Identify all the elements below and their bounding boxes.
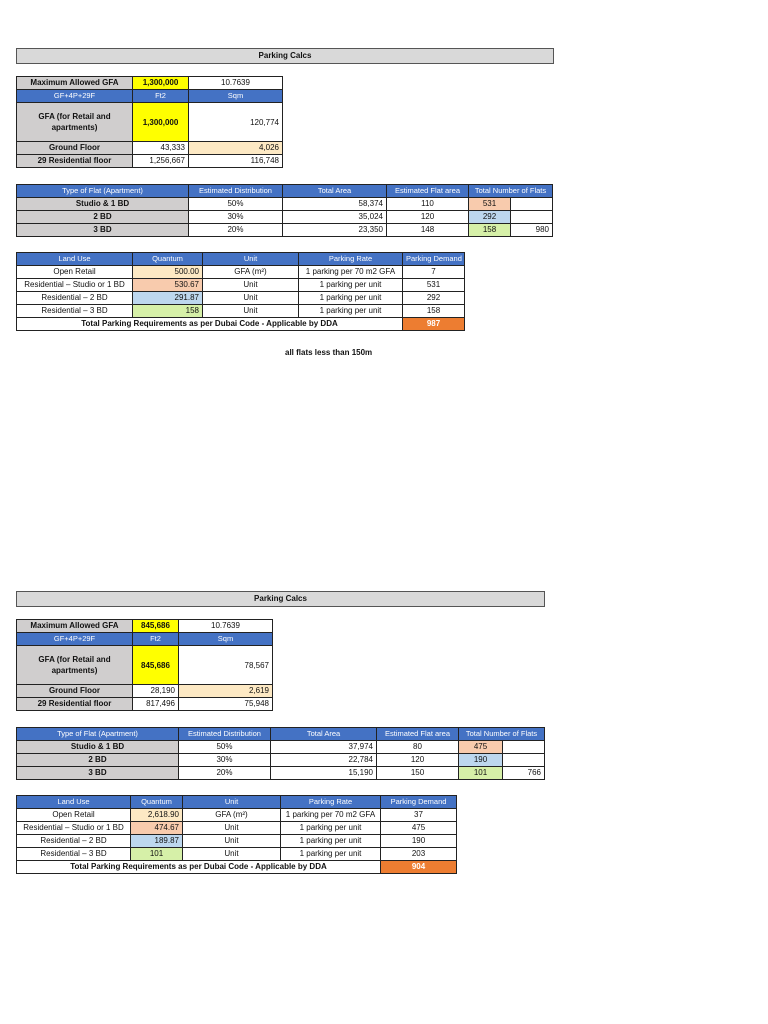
flats-header-dist: Estimated Distribution bbox=[189, 185, 283, 198]
ground-floor-sqm: 2,619 bbox=[179, 685, 273, 698]
gfa-row-ft2: 1,300,000 bbox=[133, 103, 189, 142]
parking-demand: 158 bbox=[403, 305, 465, 318]
flat-area: 148 bbox=[387, 224, 469, 237]
parking-rate: 1 parking per unit bbox=[281, 822, 381, 835]
parking-rate: 1 parking per unit bbox=[281, 848, 381, 861]
unit: Unit bbox=[183, 848, 281, 861]
flat-type: 2 BD bbox=[17, 754, 179, 767]
land-use: Residential – 3 BD bbox=[17, 848, 131, 861]
conversion-factor: 10.7639 bbox=[179, 620, 273, 633]
unit: Unit bbox=[203, 279, 299, 292]
quantum: 530.67 bbox=[133, 279, 203, 292]
gfa-header-sqm: Sqm bbox=[189, 90, 283, 103]
flat-area: 120 bbox=[387, 211, 469, 224]
quantum: 101 bbox=[131, 848, 183, 861]
quantum: 158 bbox=[133, 305, 203, 318]
residential-floor-ft2: 817,496 bbox=[133, 698, 179, 711]
flats-header-count: Total Number of Flats bbox=[469, 185, 553, 198]
parking-header-rate: Parking Rate bbox=[299, 253, 403, 266]
parking-demand: 475 bbox=[381, 822, 457, 835]
flat-total: 980 bbox=[511, 224, 553, 237]
flat-total bbox=[511, 211, 553, 224]
flat-distribution: 20% bbox=[179, 767, 271, 780]
flat-type: 3 BD bbox=[17, 767, 179, 780]
flat-distribution: 20% bbox=[189, 224, 283, 237]
residential-floor-ft2: 1,256,667 bbox=[133, 155, 189, 168]
section-1-title: Parking Calcs bbox=[16, 48, 554, 64]
section-2-parking-table bbox=[16, 795, 457, 874]
flat-total bbox=[511, 198, 553, 211]
unit: GFA (m²) bbox=[183, 809, 281, 822]
flat-area: 120 bbox=[377, 754, 459, 767]
parking-header-quantum: Quantum bbox=[133, 253, 203, 266]
parking-header-quantum: Quantum bbox=[131, 796, 183, 809]
flat-count: 292 bbox=[469, 211, 511, 224]
unit: Unit bbox=[203, 305, 299, 318]
parking-header-use: Land Use bbox=[17, 253, 133, 266]
flat-area: 80 bbox=[377, 741, 459, 754]
ground-floor-label: Ground Floor bbox=[17, 685, 133, 698]
flat-size-note: all flats less than 150m bbox=[285, 348, 373, 357]
quantum: 189.87 bbox=[131, 835, 183, 848]
gfa-row-label: GFA (for Retail and apartments) bbox=[17, 103, 133, 142]
gfa-header-sqm: Sqm bbox=[179, 633, 273, 646]
parking-rate: 1 parking per 70 m2 GFA bbox=[299, 266, 403, 279]
flats-header-type: Type of Flat (Apartment) bbox=[17, 185, 189, 198]
flat-type: 2 BD bbox=[17, 211, 189, 224]
flat-type: Studio & 1 BD bbox=[17, 741, 179, 754]
parking-demand: 531 bbox=[403, 279, 465, 292]
flat-total bbox=[503, 741, 545, 754]
gfa-row-label: GFA (for Retail and apartments) bbox=[17, 646, 133, 685]
unit: Unit bbox=[203, 292, 299, 305]
parking-header-use: Land Use bbox=[17, 796, 131, 809]
ground-floor-sqm: 4,026 bbox=[189, 142, 283, 155]
flat-type: Studio & 1 BD bbox=[17, 198, 189, 211]
parking-header-unit: Unit bbox=[183, 796, 281, 809]
parking-header-rate: Parking Rate bbox=[281, 796, 381, 809]
flats-header-dist: Estimated Distribution bbox=[179, 728, 271, 741]
flats-header-area: Total Area bbox=[283, 185, 387, 198]
flat-distribution: 50% bbox=[179, 741, 271, 754]
flat-count: 475 bbox=[459, 741, 503, 754]
gfa-header-ft2: Ft2 bbox=[133, 633, 179, 646]
land-use: Residential – 2 BD bbox=[17, 292, 133, 305]
gfa-row-sqm: 78,567 bbox=[179, 646, 273, 685]
parking-rate: 1 parking per unit bbox=[299, 292, 403, 305]
parking-demand: 190 bbox=[381, 835, 457, 848]
flat-count: 101 bbox=[459, 767, 503, 780]
parking-rate: 1 parking per unit bbox=[281, 835, 381, 848]
residential-floor-sqm: 75,948 bbox=[179, 698, 273, 711]
ground-floor-ft2: 28,190 bbox=[133, 685, 179, 698]
parking-demand: 292 bbox=[403, 292, 465, 305]
ground-floor-ft2: 43,333 bbox=[133, 142, 189, 155]
total-parking-value: 904 bbox=[381, 861, 457, 874]
land-use: Open Retail bbox=[17, 266, 133, 279]
total-parking-value: 987 bbox=[403, 318, 465, 331]
gfa-header-ft2: Ft2 bbox=[133, 90, 189, 103]
flat-total-area: 15,190 bbox=[271, 767, 377, 780]
quantum: 291.87 bbox=[133, 292, 203, 305]
quantum: 2,618.90 bbox=[131, 809, 183, 822]
gfa-row-ft2: 845,686 bbox=[133, 646, 179, 685]
max-gfa-label: Maximum Allowed GFA bbox=[17, 77, 133, 90]
section-1-gfa-table bbox=[16, 76, 283, 168]
flat-type: 3 BD bbox=[17, 224, 189, 237]
residential-floor-label: 29 Residential floor bbox=[17, 698, 133, 711]
flat-count: 158 bbox=[469, 224, 511, 237]
conversion-factor: 10.7639 bbox=[189, 77, 283, 90]
flat-total-area: 22,784 bbox=[271, 754, 377, 767]
gfa-header-config: GF+4P+29F bbox=[17, 633, 133, 646]
gfa-header-config: GF+4P+29F bbox=[17, 90, 133, 103]
unit: GFA (m²) bbox=[203, 266, 299, 279]
residential-floor-label: 29 Residential floor bbox=[17, 155, 133, 168]
ground-floor-label: Ground Floor bbox=[17, 142, 133, 155]
land-use: Open Retail bbox=[17, 809, 131, 822]
land-use: Residential – 2 BD bbox=[17, 835, 131, 848]
parking-rate: 1 parking per unit bbox=[299, 279, 403, 292]
flat-total-area: 58,374 bbox=[283, 198, 387, 211]
flat-total-area: 37,974 bbox=[271, 741, 377, 754]
section-2-flats-table bbox=[16, 727, 545, 780]
quantum: 500.00 bbox=[133, 266, 203, 279]
total-parking-label: Total Parking Requirements as per Dubai Code - Applicable by DDA bbox=[17, 318, 403, 331]
section-2-title: Parking Calcs bbox=[16, 591, 545, 607]
parking-header-demand: Parking Demand bbox=[381, 796, 457, 809]
flat-count: 190 bbox=[459, 754, 503, 767]
flat-total-area: 35,024 bbox=[283, 211, 387, 224]
section-1-parking-table bbox=[16, 252, 465, 331]
residential-floor-sqm: 116,748 bbox=[189, 155, 283, 168]
land-use: Residential – Studio or 1 BD bbox=[17, 822, 131, 835]
unit: Unit bbox=[183, 835, 281, 848]
flat-total: 766 bbox=[503, 767, 545, 780]
flats-header-count: Total Number of Flats bbox=[459, 728, 545, 741]
parking-demand: 37 bbox=[381, 809, 457, 822]
flat-total bbox=[503, 754, 545, 767]
flats-header-area: Total Area bbox=[271, 728, 377, 741]
unit: Unit bbox=[183, 822, 281, 835]
quantum: 474.67 bbox=[131, 822, 183, 835]
flat-total-area: 23,350 bbox=[283, 224, 387, 237]
parking-header-demand: Parking Demand bbox=[403, 253, 465, 266]
section-2-gfa-table bbox=[16, 619, 273, 711]
flats-header-flat-area: Estimated Flat area bbox=[377, 728, 459, 741]
flat-area: 150 bbox=[377, 767, 459, 780]
parking-header-unit: Unit bbox=[203, 253, 299, 266]
land-use: Residential – 3 BD bbox=[17, 305, 133, 318]
flat-distribution: 30% bbox=[179, 754, 271, 767]
section-1-flats-table bbox=[16, 184, 553, 237]
max-gfa-value: 845,686 bbox=[133, 620, 179, 633]
gfa-row-sqm: 120,774 bbox=[189, 103, 283, 142]
flats-header-type: Type of Flat (Apartment) bbox=[17, 728, 179, 741]
parking-rate: 1 parking per 70 m2 GFA bbox=[281, 809, 381, 822]
max-gfa-value: 1,300,000 bbox=[133, 77, 189, 90]
parking-demand: 7 bbox=[403, 266, 465, 279]
flat-area: 110 bbox=[387, 198, 469, 211]
parking-demand: 203 bbox=[381, 848, 457, 861]
land-use: Residential – Studio or 1 BD bbox=[17, 279, 133, 292]
total-parking-label: Total Parking Requirements as per Dubai Code - Applicable by DDA bbox=[17, 861, 381, 874]
flat-count: 531 bbox=[469, 198, 511, 211]
flats-header-flat-area: Estimated Flat area bbox=[387, 185, 469, 198]
parking-rate: 1 parking per unit bbox=[299, 305, 403, 318]
flat-distribution: 50% bbox=[189, 198, 283, 211]
flat-distribution: 30% bbox=[189, 211, 283, 224]
max-gfa-label: Maximum Allowed GFA bbox=[17, 620, 133, 633]
